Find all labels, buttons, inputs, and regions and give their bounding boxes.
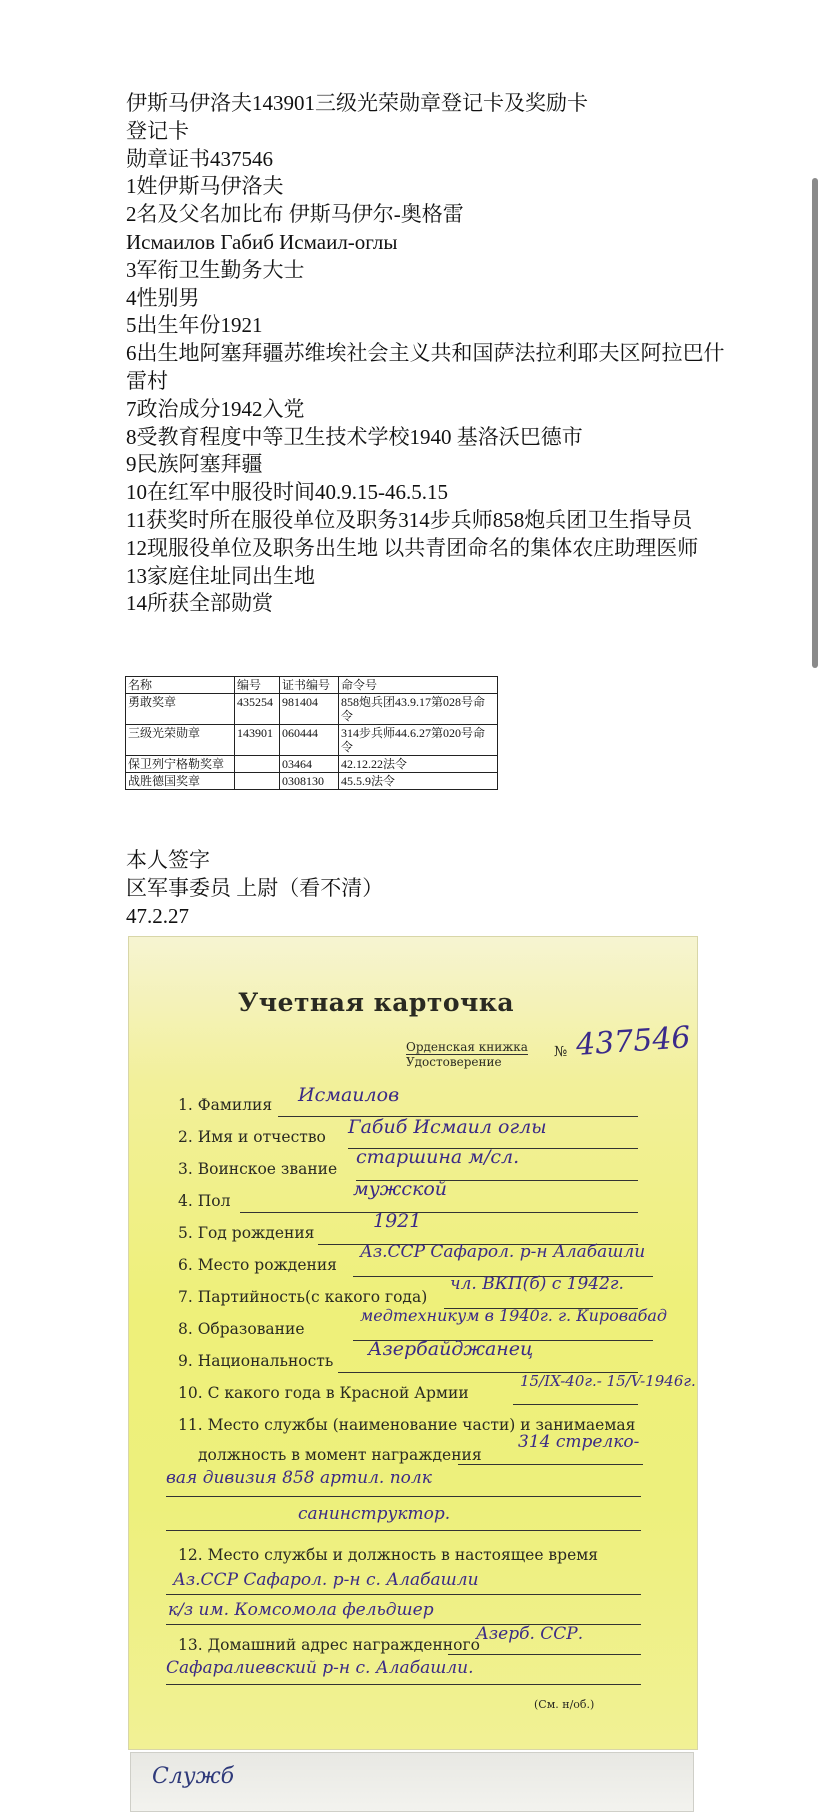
field-label: 13. Домашний адрес награжденного [178,1636,480,1654]
date-line: 47.2.27 [126,903,189,928]
table-cell: 45.5.9法令 [339,773,498,790]
table-cell: 314步兵师44.6.27第020号命令 [339,725,498,756]
table-cell: 858炮兵团43.9.17第028号命令 [339,694,498,725]
table-cell [235,756,280,773]
handwritten-value: Исмаилов [298,1084,400,1106]
scrollbar[interactable] [812,178,818,668]
field-label: 11. Место службы (наименование части) и занимаемая [178,1416,636,1434]
handwritten-value: медтехникум в 1940г. г. Кировабад [360,1306,668,1325]
text-line: 2名及父名加比布 伊斯马伊尔-奥格雷 [126,202,464,227]
card-field-4 [178,1192,230,1210]
text-line: 9民族阿塞拜疆 [126,452,263,477]
text-line: 登记卡 [126,118,189,143]
handwritten-fragment: Служб [152,1764,235,1789]
text-line: 7政治成分1942入党 [126,396,305,421]
table-cell: 保卫列宁格勒奖章 [126,756,235,773]
table-header-cell: 名称 [126,677,235,694]
card-field-11-cont [198,1446,482,1464]
table-header-row [126,677,498,694]
table-cell: 0308130 [280,773,339,790]
handwritten-value: вая дивизия 858 артил. полк [166,1468,432,1488]
text-line: 13家庭住址同出生地 [126,563,315,588]
table-cell: 435254 [235,694,280,725]
signature-line: 本人签字 [126,848,210,872]
card-field-12 [178,1546,598,1564]
field-label: 7. Партийность(с какого года) [178,1288,428,1306]
card-field-9 [178,1352,333,1370]
table-cell: 03464 [280,756,339,773]
signature-block [126,847,726,930]
handwritten-value: 314 стрелко- [518,1432,640,1452]
handwritten-value: Аз.ССР Сафарол. р-н с. Алабашли [173,1570,479,1590]
text-line: 14所获全部勋赏 [126,591,273,616]
table-cell: 勇敢奖章 [126,694,235,725]
table-row [126,694,498,725]
table-cell: 战胜德国奖章 [126,773,235,790]
table-cell: 三级光荣勋章 [126,725,235,756]
scanned-card-image [128,936,698,1750]
card-field-7 [178,1288,427,1306]
card-field-3 [178,1160,337,1178]
order-book-upper: Орденская книжка [406,1040,528,1054]
text-line: 5出生年份1921 [126,313,263,338]
card-field-8 [178,1320,305,1338]
handwritten-value: мужской [353,1178,448,1200]
table-row [126,756,498,773]
field-label: 1. Фамилия [178,1096,273,1114]
handwritten-value: санинструктор. [298,1504,451,1524]
text-line: 勋章证书437546 [126,146,273,171]
table-header-cell: 命令号 [339,677,498,694]
handwritten-value: Аз.ССР Сафарол. р-н Алабашли [360,1242,646,1262]
table-header-cell: 证书编号 [280,677,339,694]
field-label: 6. Место рождения [178,1256,337,1274]
text-line: 1姓伊斯马伊洛夫 [126,174,284,199]
second-card-image-fragment [130,1752,694,1812]
card-field-5 [178,1224,314,1242]
awards-table [125,676,498,790]
card-field-13 [178,1636,480,1654]
table-cell: 143901 [235,725,280,756]
field-label: 5. Год рождения [178,1224,315,1242]
card-footnote: (См. н/об.) [534,1698,595,1711]
handwritten-value: старшина м/сл. [356,1146,520,1168]
text-line: 8受教育程度中等卫生技术学校1940 基洛沃巴德市 [126,424,583,449]
handwritten-value: 15/IX-40г.- 15/V-1946г. [520,1372,696,1390]
field-label: должность в момент награждения [198,1446,482,1464]
field-label: 9. Национальность [178,1352,334,1370]
number-label: № [554,1044,568,1060]
handwritten-value: к/з им. Комсомола фельдшер [168,1600,434,1620]
table-header-cell: 编号 [235,677,280,694]
doc-title: 伊斯马伊洛夫143901三级光荣勋章登记卡及奖励卡 [126,91,588,115]
card-field-2 [178,1128,326,1146]
table-row [126,773,498,790]
card-title: Учетная карточка [238,988,515,1017]
commissar-line: 区军事委员 上尉（看不清） [126,875,384,900]
handwritten-value: чл. ВКП(б) с 1942г. [450,1274,624,1294]
text-line: 12现服役单位及职务出生地 以共青团命名的集体农庄助理医师 [126,535,699,560]
card-field-6 [178,1256,337,1274]
handwritten-value: 1921 [373,1210,422,1232]
handwritten-value: Габиб Исмаил оглы [348,1116,547,1138]
handwritten-value: Азерб. ССР. [476,1624,584,1644]
table-cell: 981404 [280,694,339,725]
field-label: 3. Воинское звание [178,1160,338,1178]
card-field-1 [178,1096,272,1114]
text-line: 11获奖时所在服役单位及职务314步兵师858炮兵团卫生指导员 [126,507,693,532]
handwritten-value: Сафаралиевский р-н с. Алабашли. [166,1658,474,1678]
order-book-label [406,1040,528,1069]
table-cell: 060444 [280,725,339,756]
handwritten-value: Азербайджанец [368,1338,534,1360]
table-cell: 42.12.22法令 [339,756,498,773]
field-label: 12. Место службы и должность в настоящее время [178,1546,599,1564]
text-line: 10在红军中服役时间40.9.15-46.5.15 [126,480,448,505]
field-label: 10. С какого года в Красной Армии [178,1384,469,1402]
field-label: 8. Образование [178,1320,305,1338]
card-field-10 [178,1384,469,1402]
field-label: 2. Имя и отчество [178,1128,326,1146]
table-cell [235,773,280,790]
text-line: 4性别男 [126,285,200,310]
text-line: Исмаилов Габиб Исмаил-оглы [126,229,398,254]
text-line: 3军衔卫生勤务大士 [126,257,305,282]
text-line: 6出生地阿塞拜疆苏维埃社会主义共和国萨法拉利耶夫区阿拉巴什雷村 [126,341,725,393]
table-row [126,725,498,756]
order-book-lower: Удостоверение [406,1055,502,1069]
transcription-text [126,90,726,618]
field-label: 4. Пол [178,1192,231,1210]
card-number-handwritten: 437546 [574,1020,692,1063]
